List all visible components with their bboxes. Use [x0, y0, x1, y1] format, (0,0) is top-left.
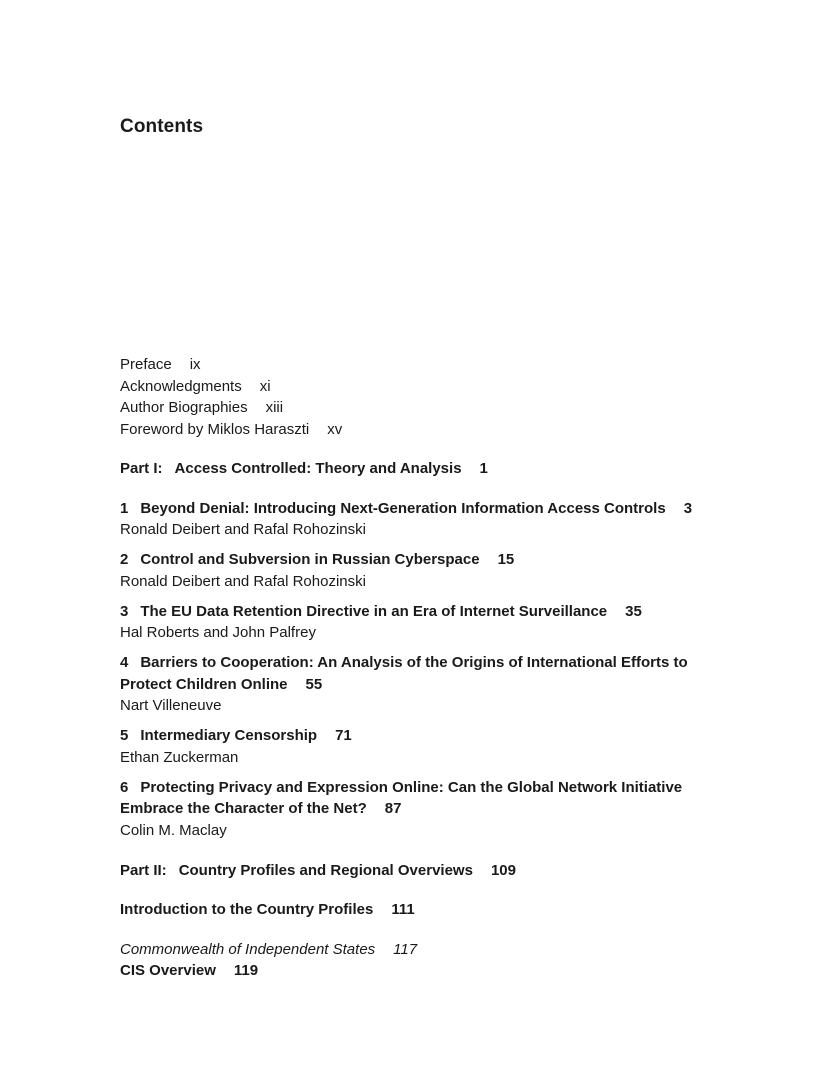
front-matter-item: [120, 354, 342, 376]
entry-label: Acknowledgments: [120, 377, 242, 395]
chapter-number: 2: [120, 551, 129, 568]
chapter-number: 6: [120, 778, 129, 796]
part-title: Country Profiles and Regional Overviews: [178, 861, 473, 879]
chapter-heading: [120, 601, 740, 623]
overview-entry: [120, 960, 740, 982]
chapter-authors: Nart Villeneuve: [120, 697, 222, 714]
entry-label: Preface: [120, 356, 172, 373]
page-title: Contents: [120, 116, 204, 137]
intro-title: Introduction to the Country Profiles: [120, 901, 374, 918]
chapter-entry: [120, 777, 740, 842]
front-matter-item: [120, 376, 342, 398]
chapter-heading: [120, 549, 740, 571]
chapter-title: Intermediary Censorship: [140, 727, 318, 744]
entry-label: Foreword by Miklos Haraszti: [120, 420, 310, 438]
chapter-heading: [120, 652, 740, 695]
chapter-number: 3: [120, 602, 129, 620]
chapter-title: Control and Subversion in Russian Cyberspace: [140, 551, 480, 568]
part-page: 1: [479, 460, 488, 477]
chapter-title: Beyond Denial: Introducing Next-Generation Information Access Controls: [140, 499, 666, 517]
chapter-number: 5: [120, 727, 129, 744]
chapter-authors: Colin M. Maclay: [120, 821, 227, 839]
part-label: Part II:: [120, 861, 167, 879]
region-title: Commonwealth of Independent States: [120, 940, 376, 958]
spacer: [120, 850, 740, 860]
chapter-page: 87: [384, 800, 402, 817]
chapter-heading: [120, 498, 740, 520]
chapter-authors: Ronald Deibert and Rafal Rohozinski: [120, 521, 366, 538]
chapter-authors: Ethan Zuckerman: [120, 748, 239, 766]
front-matter-list: [120, 354, 342, 440]
intro-entry: [120, 899, 740, 921]
part-heading: [120, 860, 740, 882]
region-heading: [120, 939, 740, 961]
chapter-number: 4: [120, 654, 129, 671]
chapter-authors: Hal Roberts and John Palfrey: [120, 624, 316, 641]
entry-page: xiii: [265, 399, 284, 416]
overview-page: 119: [233, 962, 259, 979]
chapter-entry: [120, 725, 740, 768]
chapter-heading: [120, 725, 740, 747]
front-matter-item: [120, 397, 342, 419]
chapter-page: 35: [625, 602, 642, 620]
part-page: 109: [490, 861, 516, 879]
part-title: Access Controlled: Theory and Analysis: [174, 460, 462, 477]
chapter-authors: Ronald Deibert and Rafal Rohozinski: [120, 572, 366, 590]
chapter-page: 55: [305, 675, 323, 693]
part-heading: [120, 458, 740, 480]
entry-page: xi: [259, 377, 271, 395]
chapter-entry: [120, 498, 740, 541]
chapter-title: Protecting Privacy and Expression Online: Can the Global Network Initiative Embrace the Character of the Net?: [120, 778, 683, 817]
entry-label: Author Biographies: [120, 399, 248, 416]
region-page: 117: [393, 940, 418, 958]
chapter-page: 15: [497, 551, 515, 568]
overview-title: CIS Overview: [120, 962, 216, 979]
chapter-entry: [120, 652, 740, 717]
chapter-number: 1: [120, 499, 129, 517]
entry-page: ix: [189, 356, 201, 373]
toc-body: [120, 458, 740, 982]
entry-page: xv: [327, 420, 343, 438]
chapter-title: Barriers to Cooperation: An Analysis of the Origins of International Efforts to Protect Children Online: [120, 654, 688, 693]
front-matter-item: [120, 419, 342, 441]
part-label: Part I:: [120, 460, 163, 477]
chapter-title: The EU Data Retention Directive in an Era of Internet Surveillance: [140, 602, 608, 620]
intro-page: 111: [391, 901, 415, 918]
chapter-heading: [120, 777, 740, 820]
chapter-entry: [120, 549, 740, 592]
chapter-entry: [120, 601, 740, 644]
chapter-page: 71: [335, 727, 352, 744]
chapter-page: 3: [683, 499, 693, 517]
